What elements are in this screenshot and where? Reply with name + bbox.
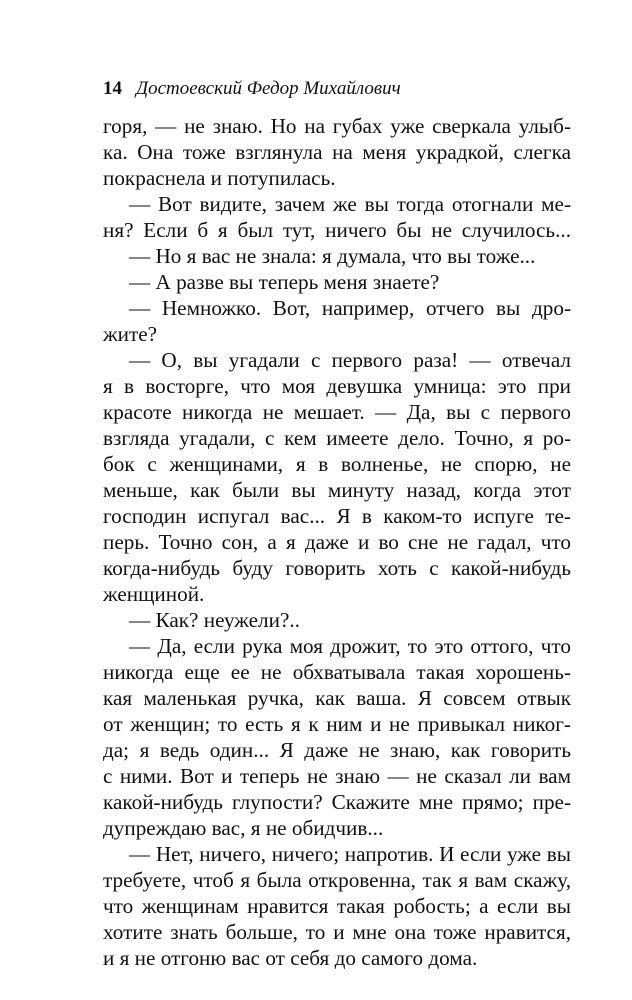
text-line: какой-нибудь глупости? Скажите мне прямо; пре- (103, 790, 571, 814)
text-line: хотите знать больше, то и мне она тоже нравится, (103, 920, 571, 944)
text-line: меньше, как были вы минуту назад, когда этот (103, 478, 571, 502)
text-line: покраснела и потупилась. (103, 166, 336, 190)
text-line: бок с женщинами, я в волненье, не спорю, не (103, 452, 571, 476)
text-line: — О, вы угадали с первого раза! — отвечал (129, 348, 571, 372)
text-line: — Нет, ничего, ничего; напротив. И если уже вы (129, 842, 571, 866)
running-title: Достоевский Федор Михайлович (136, 78, 401, 99)
text-line: дупреждаю вас, я не обидчив... (103, 816, 384, 840)
text-line: что женщинам нравится такая робость; а если вы (103, 894, 571, 918)
text-line: господин испугал вас... Я в каком-то испуге те- (103, 504, 571, 528)
text-line: — Немножко. Вот, например, отчего вы дро- (129, 296, 571, 320)
text-line: ка. Она тоже взглянула на меня украдкой, слегка (103, 140, 571, 164)
body-text (103, 113, 571, 971)
text-line: кая маленькая ручка, как ваша. Я совсем отвык (103, 686, 571, 710)
text-line: красоте никогда не мешает. — Да, вы с первого (103, 400, 571, 424)
text-line: и я не отгоню вас от себя до самого дома. (103, 946, 478, 970)
text-line: от женщин; то есть я к ним и не привыкал никог- (103, 712, 571, 736)
text-line: — Да, если рука моя дрожит, то это оттого, что (129, 634, 571, 658)
text-line: ня? Если б я был тут, ничего бы не случилось... (103, 218, 571, 242)
text-line: женщиной. (103, 582, 205, 606)
text-line: я в восторге, что моя девушка умница: это при (103, 374, 571, 398)
text-line: никогда еще ее не обхватывала такая хорошень- (103, 660, 571, 684)
text-line: да; я ведь один... Я даже не знаю, как говорить (103, 738, 571, 762)
text-line: горя, — не знаю. Но на губах уже сверкала улыб- (103, 114, 571, 138)
text-line: с ними. Вот и теперь не знаю — не сказал ли вам (103, 764, 571, 788)
text-line: — Вот видите, зачем же вы тогда отогнали ме- (129, 192, 571, 216)
text-line: жите? (103, 322, 158, 346)
text-line: — А разве вы теперь меня знаете? (129, 270, 440, 294)
text-line: — Как? неужели?.. (129, 608, 300, 632)
text-line: перь. Точно сон, а я даже и во сне не гадал, что (103, 530, 571, 554)
page-number: 14 (103, 78, 122, 99)
text-line: требуете, чтоб я была откровенна, так я вам скажу, (103, 868, 571, 892)
book-page (103, 0, 575, 1000)
running-head (103, 78, 401, 100)
text-line: — Но я вас не знала: я думала, что вы тоже... (129, 244, 536, 268)
text-line: взгляда угадали, с кем имеете дело. Точно, я ро- (103, 426, 571, 450)
text-line: когда-нибудь буду говорить хоть с какой-нибудь (103, 556, 571, 580)
